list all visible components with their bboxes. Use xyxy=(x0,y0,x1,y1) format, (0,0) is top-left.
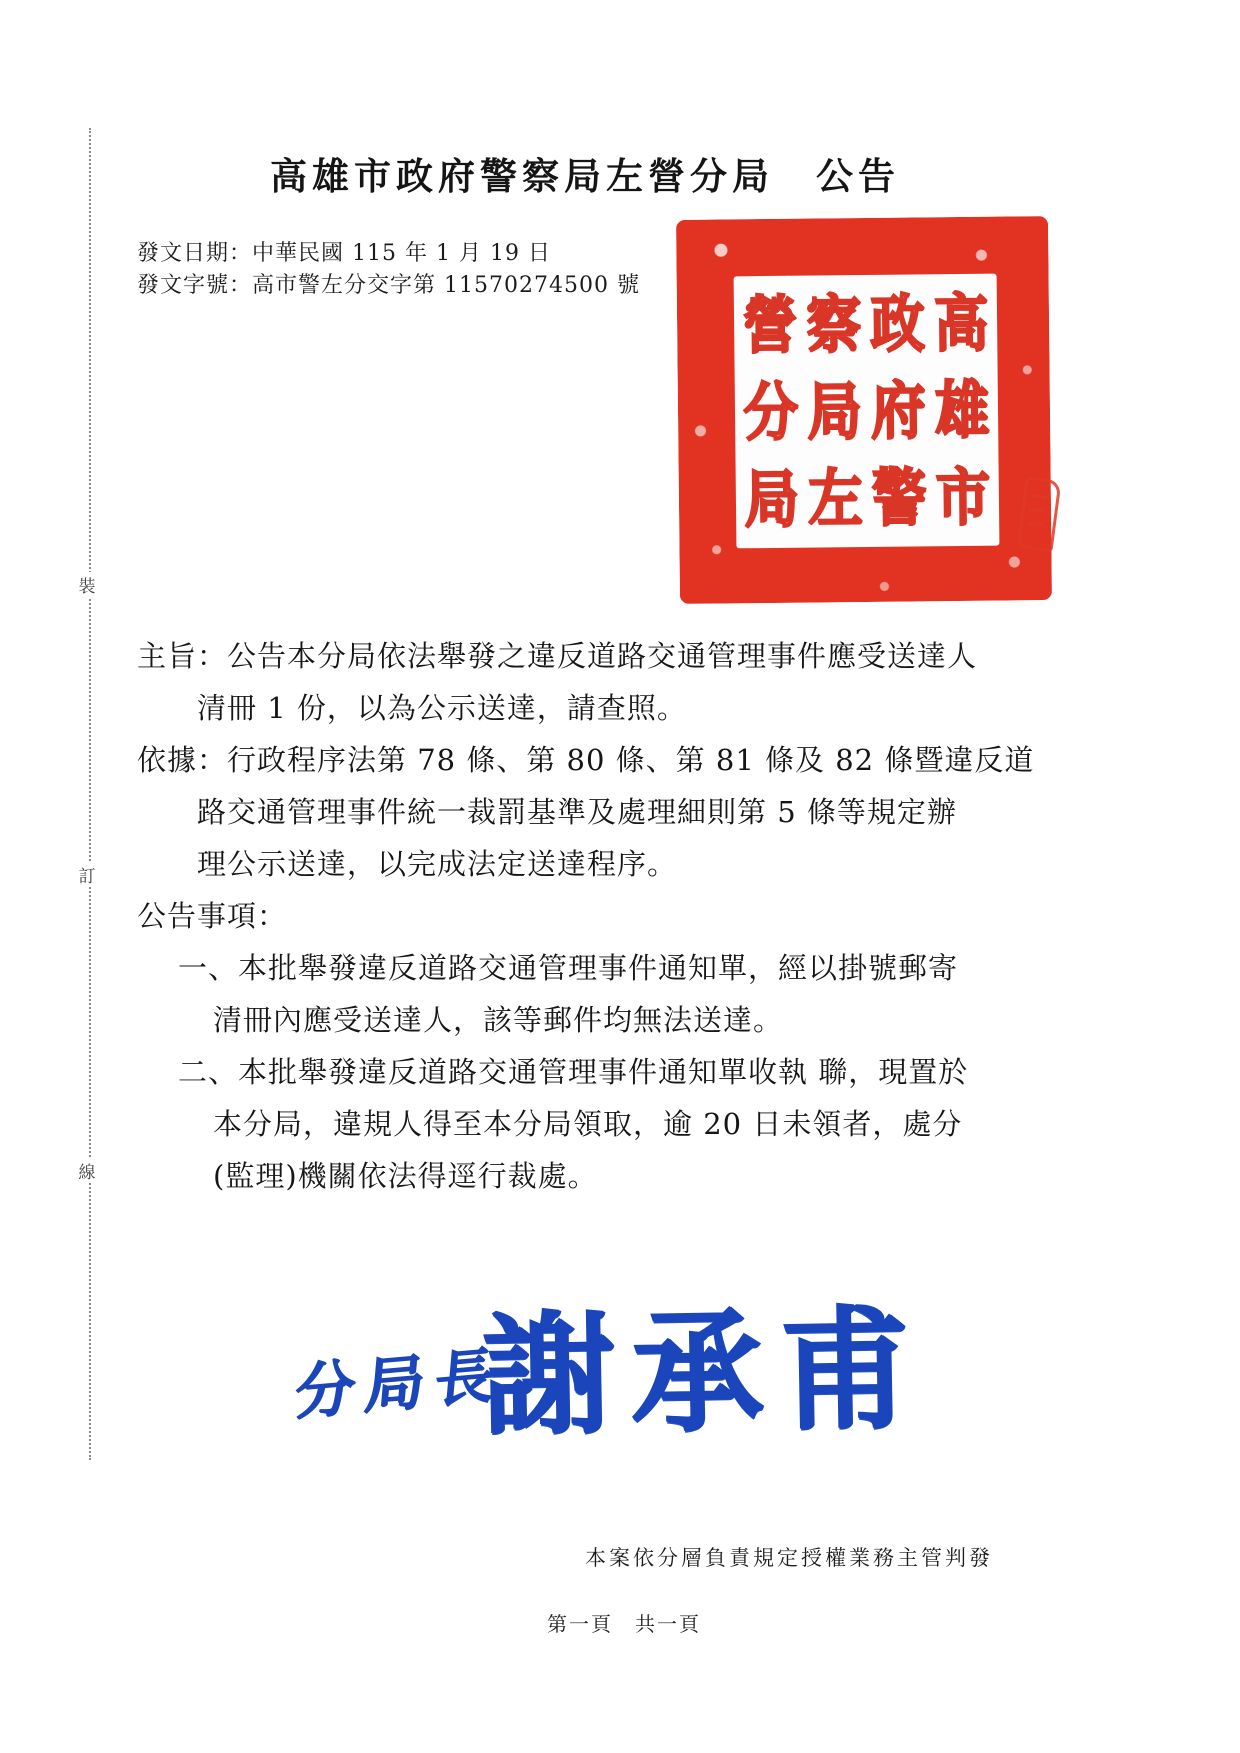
signature-rank: 分局長 xyxy=(291,1339,508,1429)
body-line: 公告事項： xyxy=(137,899,288,933)
signature-name: 謝承甫 xyxy=(480,1291,928,1454)
delegation-note: 本案依分層負責規定授權業務主管判發 xyxy=(585,1546,993,1570)
body-line: 主旨：公告本分局依法舉發之違反道路交通管理事件應受送達人 xyxy=(137,639,978,673)
seal-char: 高 xyxy=(933,286,989,361)
doc-number: 發文字號：高市警左分交字第 11570274500 號 xyxy=(137,273,640,298)
body-line: 理公示送達，以完成法定送達程序。 xyxy=(197,847,678,881)
page-title: 高雄市政府警察局左營分局 公告 xyxy=(270,154,900,198)
seal-char: 左 xyxy=(808,460,863,536)
seal-char: 警 xyxy=(871,460,927,535)
seal-char: 局 xyxy=(807,374,863,449)
seal-char: 分 xyxy=(743,374,799,450)
body-line: 一、本批舉發違反道路交通管理事件通知單，經以掛號郵寄 xyxy=(178,951,959,985)
seal-char: 察 xyxy=(806,287,862,362)
issue-date: 發文日期：中華民國 115 年 1 月 19 日 xyxy=(137,241,551,266)
seal-inner-face xyxy=(734,274,1000,549)
body-line: 本分局，違規人得至本分局領取，逾 20 日未領者，處分 xyxy=(213,1107,963,1141)
official-seal-stamp xyxy=(676,216,1052,604)
seal-char: 雄 xyxy=(934,372,990,448)
page-number: 第一頁 共一頁 xyxy=(547,1612,701,1636)
seal-ink-smudge xyxy=(1017,476,1062,552)
seal-char: 府 xyxy=(870,373,926,448)
binding-label-zhuang: 裝 xyxy=(70,572,104,597)
body-line: 二、本批舉發違反道路交通管理事件通知單收執 聯，現置於 xyxy=(178,1055,969,1089)
binding-label-xian: 線 xyxy=(70,1158,104,1183)
seal-char: 政 xyxy=(870,286,925,362)
body-line: 清冊 1 份，以為公示送達，請查照。 xyxy=(197,691,687,725)
binding-label-ding: 訂 xyxy=(70,862,104,887)
seal-char: 局 xyxy=(744,461,800,536)
announcement-body xyxy=(0,630,1140,1202)
seal-char: 市 xyxy=(935,459,991,534)
body-line: 依據：行政程序法第 78 條、第 80 條、第 81 條及 82 條暨違反道 xyxy=(137,743,1035,777)
seal-char: 營 xyxy=(742,288,798,363)
body-line: (監理)機關依法得逕行裁處。 xyxy=(213,1159,598,1193)
body-line: 清冊內應受送達人，該等郵件均無法送達。 xyxy=(213,1003,784,1037)
body-line: 路交通管理事件統一裁罰基準及處理細則第 5 條等規定辦 xyxy=(197,795,957,829)
